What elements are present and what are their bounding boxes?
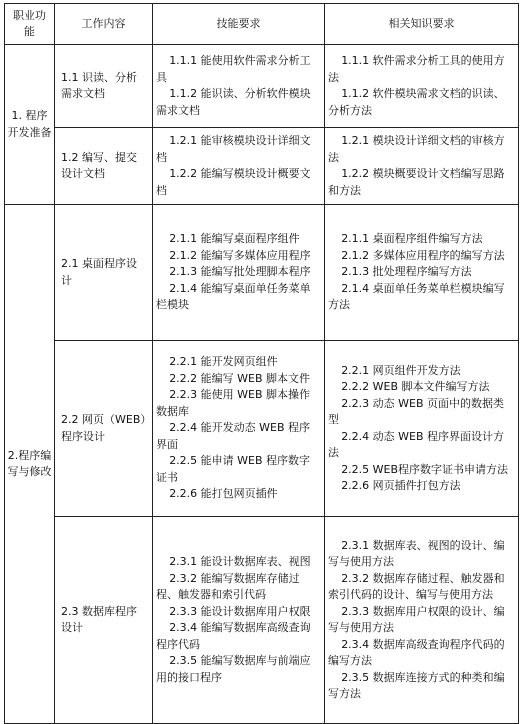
knowledge-item: 2.1.3 批处理程序编写方法 (341, 265, 472, 279)
table-row (5, 205, 519, 341)
competency-table (4, 3, 519, 724)
knowledge-item: 2.3.4 数据库高级查询程序代码的编写方法 (328, 637, 505, 667)
skill-item: 2.2.1 能开发网页组件 (169, 355, 278, 369)
function-cell: 1. 程序开发准备 (5, 45, 55, 205)
table-row (5, 341, 519, 517)
skills-cell (153, 205, 325, 341)
skill-item: 2.2.4 能开发动态 WEB 程序界面 (156, 421, 311, 451)
table-row (5, 128, 519, 205)
skills-cell (153, 341, 325, 517)
table-row (5, 517, 519, 724)
skill-item: 2.2.2 能编写 WEB 脚本文件 (169, 371, 311, 385)
header-knowledge-requirements: 相关知识要求 (325, 4, 519, 45)
skill-item: 2.1.4 能编写桌面单任务菜单栏模块 (156, 281, 311, 312)
knowledge-item: 2.2.2 WEB 脚本文件编写方法 (341, 380, 490, 393)
knowledge-item: 1.2.2 模块概要设计文档编写思路和方法 (328, 167, 505, 197)
skill-item: 2.3.2 能编写数据库存储过程、触发器和索引代码 (156, 571, 300, 601)
work-content-cell: 1.2 编写、提交设计文档 (55, 128, 153, 205)
knowledge-item: 2.1.4 桌面单任务菜单栏模块编写方法 (328, 281, 505, 312)
knowledge-item: 2.3.1 数据库表、视图的设计、编写与使用方法 (328, 538, 505, 568)
work-content-cell: 2.2 网页（WEB）程序设计 (55, 341, 153, 517)
knowledge-item: 2.3.3 数据库用户权限的设计、编写与使用方法 (328, 604, 505, 634)
knowledge-cell (325, 128, 519, 205)
knowledge-item: 2.2.1 网页组件开发方法 (341, 363, 461, 377)
skill-item: 2.1.3 能编写批处理脚本程序 (169, 265, 311, 279)
skill-item: 2.3.4 能编写数据库高级查询程序代码 (156, 621, 311, 651)
knowledge-item: 2.3.2 数据库存储过程、触发器和索引代码的设计、编写与使用方法 (328, 571, 505, 601)
skills-cell (153, 517, 325, 724)
skill-item: 1.1.2 能识读、分析软件模块需求文档 (156, 87, 311, 117)
skills-cell (153, 45, 325, 128)
skill-item: 2.3.1 能设计数据库表、视图 (169, 555, 311, 568)
knowledge-item: 1.2.1 模块设计详细文档的审核方法 (328, 134, 505, 164)
knowledge-item: 1.1.2 软件模块需求文档的识读、分析方法 (328, 87, 505, 117)
knowledge-item: 1.1.1 软件需求分析工具的使用方法 (328, 54, 505, 84)
skill-item: 1.1.1 能使用软件需求分析工具 (156, 54, 311, 84)
knowledge-cell (325, 45, 519, 128)
work-content-cell: 2.3 数据库程序设计 (55, 517, 153, 724)
knowledge-item: 2.1.1 桌面程序组件编写方法 (341, 232, 483, 246)
knowledge-item: 2.3.5 数据库连接方式的种类和编写方法 (328, 670, 505, 700)
work-content-cell: 2.1 桌面程序设计 (55, 205, 153, 341)
skill-item: 1.2.2 能编写模块设计概要文档 (156, 167, 311, 197)
knowledge-item: 2.1.2 多媒体应用程序的编写方法 (341, 248, 505, 262)
skill-item: 2.3.3 能设计数据库用户权限 (169, 604, 311, 618)
knowledge-cell (325, 341, 519, 517)
skill-item: 2.3.5 能编写数据库与前端应用的接口程序 (156, 654, 311, 684)
skill-item: 2.2.6 能打包网页插件 (169, 487, 278, 501)
header-function: 职业功能 (5, 4, 55, 45)
header-row (5, 4, 519, 45)
header-work-content: 工作内容 (55, 4, 153, 45)
header-skill-requirements: 技能要求 (153, 4, 325, 45)
knowledge-item: 2.2.3 动态 WEB 页面中的数据类型 (328, 396, 505, 426)
skill-item: 2.2.3 能使用 WEB 脚本操作数据库 (156, 388, 311, 418)
knowledge-item: 2.2.5 WEB程序数字证书申请方法 (341, 462, 509, 476)
skill-item: 2.1.2 能编写多媒体应用程序 (169, 248, 311, 262)
work-content-cell: 1.1 识读、分析需求文档 (55, 45, 153, 128)
knowledge-cell (325, 517, 519, 724)
table-row (5, 45, 519, 128)
knowledge-item: 2.2.4 动态 WEB 程序界面设计方法 (328, 429, 505, 459)
skill-item: 2.2.5 能申请 WEB 程序数字证书 (156, 454, 311, 484)
knowledge-item: 2.2.6 网页插件打包方法 (341, 479, 461, 492)
knowledge-cell (325, 205, 519, 341)
skill-item: 1.2.1 能审核模块设计详细文档 (156, 134, 311, 164)
skill-item: 2.1.1 能编写桌面程序组件 (169, 232, 300, 246)
skills-cell (153, 128, 325, 205)
function-cell: 2.程序编写与修改 (5, 205, 55, 724)
